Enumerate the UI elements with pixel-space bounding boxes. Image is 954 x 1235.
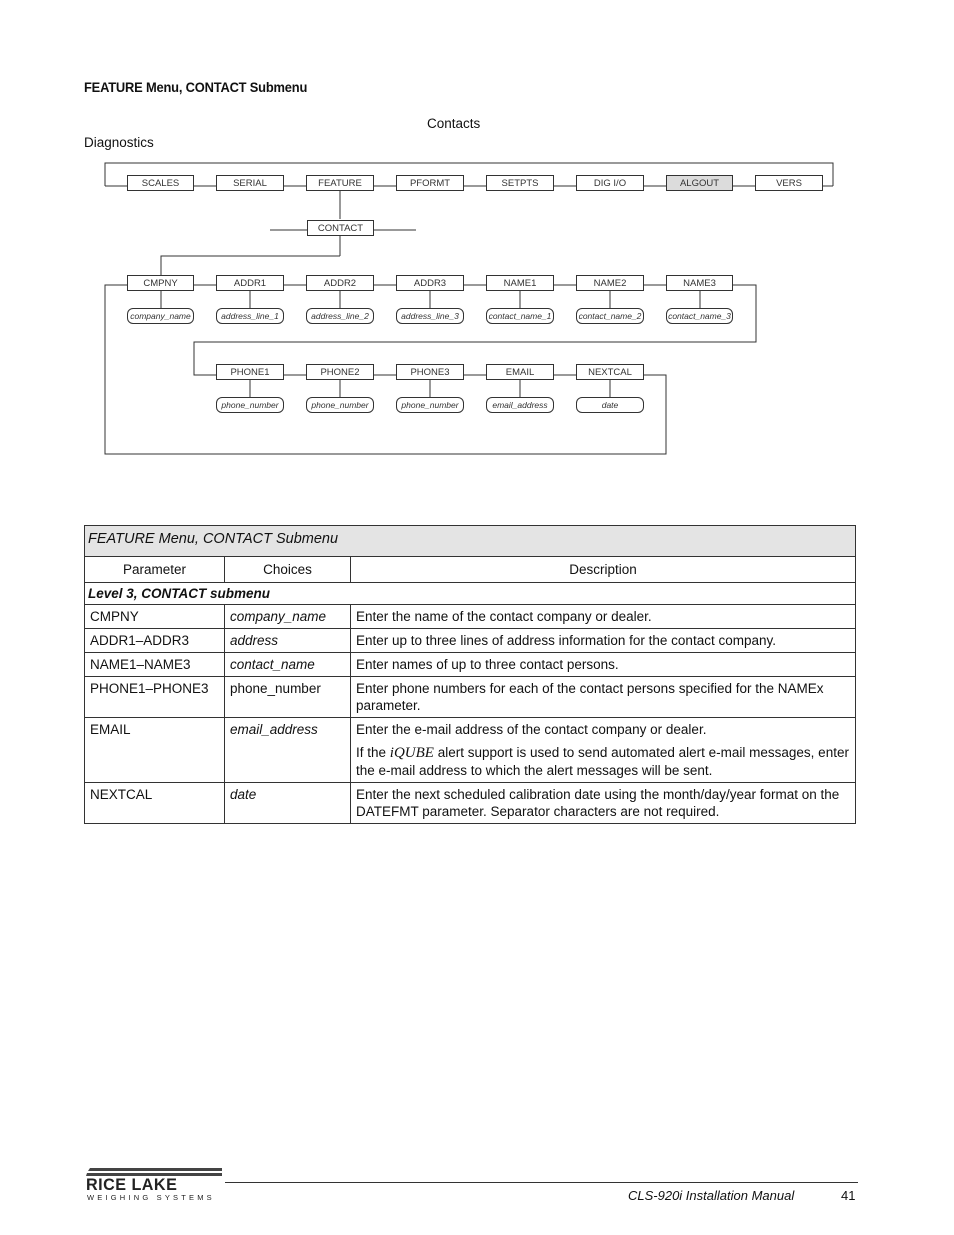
rice-lake-logo [86, 1168, 222, 1206]
contacts-label: Contacts [427, 116, 481, 131]
param-box-name1: NAME1 [486, 275, 554, 291]
diagram-connector-lines [0, 0, 954, 520]
row-choice: phone_number [225, 677, 351, 718]
description-paragraph-iqube [356, 744, 850, 779]
param-box-addr2: ADDR2 [306, 275, 374, 291]
table-level-row [85, 583, 856, 605]
header-parameter: Parameter [85, 557, 225, 583]
param-box-email: EMAIL [486, 364, 554, 380]
table-header-row [85, 557, 856, 583]
param-box-phone3: PHONE3 [396, 364, 464, 380]
param-box-addr1: ADDR1 [216, 275, 284, 291]
value-pill-phone-number-1: phone_number [216, 397, 284, 413]
row-choice: contact_name [225, 653, 351, 677]
row-choice: date [225, 783, 351, 824]
row-parameter: ADDR1–ADDR3 [85, 629, 225, 653]
value-pill-address-line-3: address_line_3 [396, 308, 464, 324]
logo-main-text: RICE LAKE [86, 1175, 178, 1194]
level-label: Level 3, CONTACT submenu [85, 583, 856, 605]
row-parameter: NAME1–NAME3 [85, 653, 225, 677]
page-heading: FEATURE Menu, CONTACT Submenu [84, 79, 308, 95]
description-paragraph: Enter the e-mail address of the contact company or dealer. [356, 722, 707, 737]
menu-box-pformt: PFORMT [396, 175, 464, 191]
value-pill-phone-number-3: phone_number [396, 397, 464, 413]
row-choice: company_name [225, 605, 351, 629]
footer-manual-title: CLS-920i Installation Manual [628, 1188, 795, 1203]
param-box-name3: NAME3 [666, 275, 733, 291]
diagnostics-label: Diagnostics [84, 135, 154, 150]
contact-submenu-table [84, 525, 856, 824]
table-row [85, 653, 856, 677]
menu-box-vers: VERS [755, 175, 823, 191]
row-parameter: PHONE1–PHONE3 [85, 677, 225, 718]
table-row [85, 677, 856, 718]
value-pill-contact-name-2: contact_name_2 [576, 308, 644, 324]
param-box-cmpny: CMPNY [127, 275, 194, 291]
value-pill-address-line-2: address_line_2 [306, 308, 374, 324]
row-description [351, 718, 856, 783]
header-description: Description [351, 557, 856, 583]
footer-divider [225, 1182, 858, 1183]
value-pill-contact-name-1: contact_name_1 [486, 308, 554, 324]
table-title-row [85, 526, 856, 557]
row-description: Enter the next scheduled calibration date using the month/day/year format on the DATEFMT parameter. Separator characters are not required. [351, 783, 856, 824]
row-parameter: NEXTCAL [85, 783, 225, 824]
menu-box-scales: SCALES [127, 175, 194, 191]
param-box-nextcal: NEXTCAL [576, 364, 644, 380]
table-row [85, 629, 856, 653]
iqube-brand: iQUBE [389, 745, 434, 761]
menu-box-dig-io: DIG I/O [576, 175, 644, 191]
menu-box-algout: ALGOUT [666, 175, 733, 191]
param-box-phone2: PHONE2 [306, 364, 374, 380]
value-pill-contact-name-3: contact_name_3 [666, 308, 733, 324]
menu-box-serial: SERIAL [216, 175, 284, 191]
row-description: Enter up to three lines of address information for the contact company. [351, 629, 856, 653]
row-description: Enter the name of the contact company or dealer. [351, 605, 856, 629]
row-description: Enter names of up to three contact persons. [351, 653, 856, 677]
value-pill-phone-number-2: phone_number [306, 397, 374, 413]
value-pill-email-address: email_address [486, 397, 554, 413]
header-choices: Choices [225, 557, 351, 583]
menu-box-contact: CONTACT [307, 220, 374, 236]
footer-page-number: 41 [841, 1188, 856, 1203]
table-row [85, 605, 856, 629]
row-parameter: CMPNY [85, 605, 225, 629]
param-box-name2: NAME2 [576, 275, 644, 291]
value-pill-address-line-1: address_line_1 [216, 308, 284, 324]
row-choice: email_address [225, 718, 351, 783]
menu-box-setpts: SETPTS [486, 175, 554, 191]
param-box-addr3: ADDR3 [396, 275, 464, 291]
value-pill-company-name: company_name [127, 308, 194, 324]
iqube-prefix: If the [356, 745, 387, 760]
menu-box-feature: FEATURE [306, 175, 374, 191]
row-parameter: EMAIL [85, 718, 225, 783]
table-title: FEATURE Menu, CONTACT Submenu [85, 526, 856, 557]
param-box-phone1: PHONE1 [216, 364, 284, 380]
value-pill-date: date [576, 397, 644, 413]
iqube-suffix: alert support is used to send automated alert e-mail messages, enter the e-mail address to which the alert messages will be sent. [356, 745, 849, 778]
row-description: Enter phone numbers for each of the contact persons specified for the NAMEx parameter. [351, 677, 856, 718]
table-row [85, 783, 856, 824]
table-row [85, 718, 856, 783]
logo-sub-text: WEIGHING SYSTEMS [87, 1193, 215, 1202]
row-choice: address [225, 629, 351, 653]
